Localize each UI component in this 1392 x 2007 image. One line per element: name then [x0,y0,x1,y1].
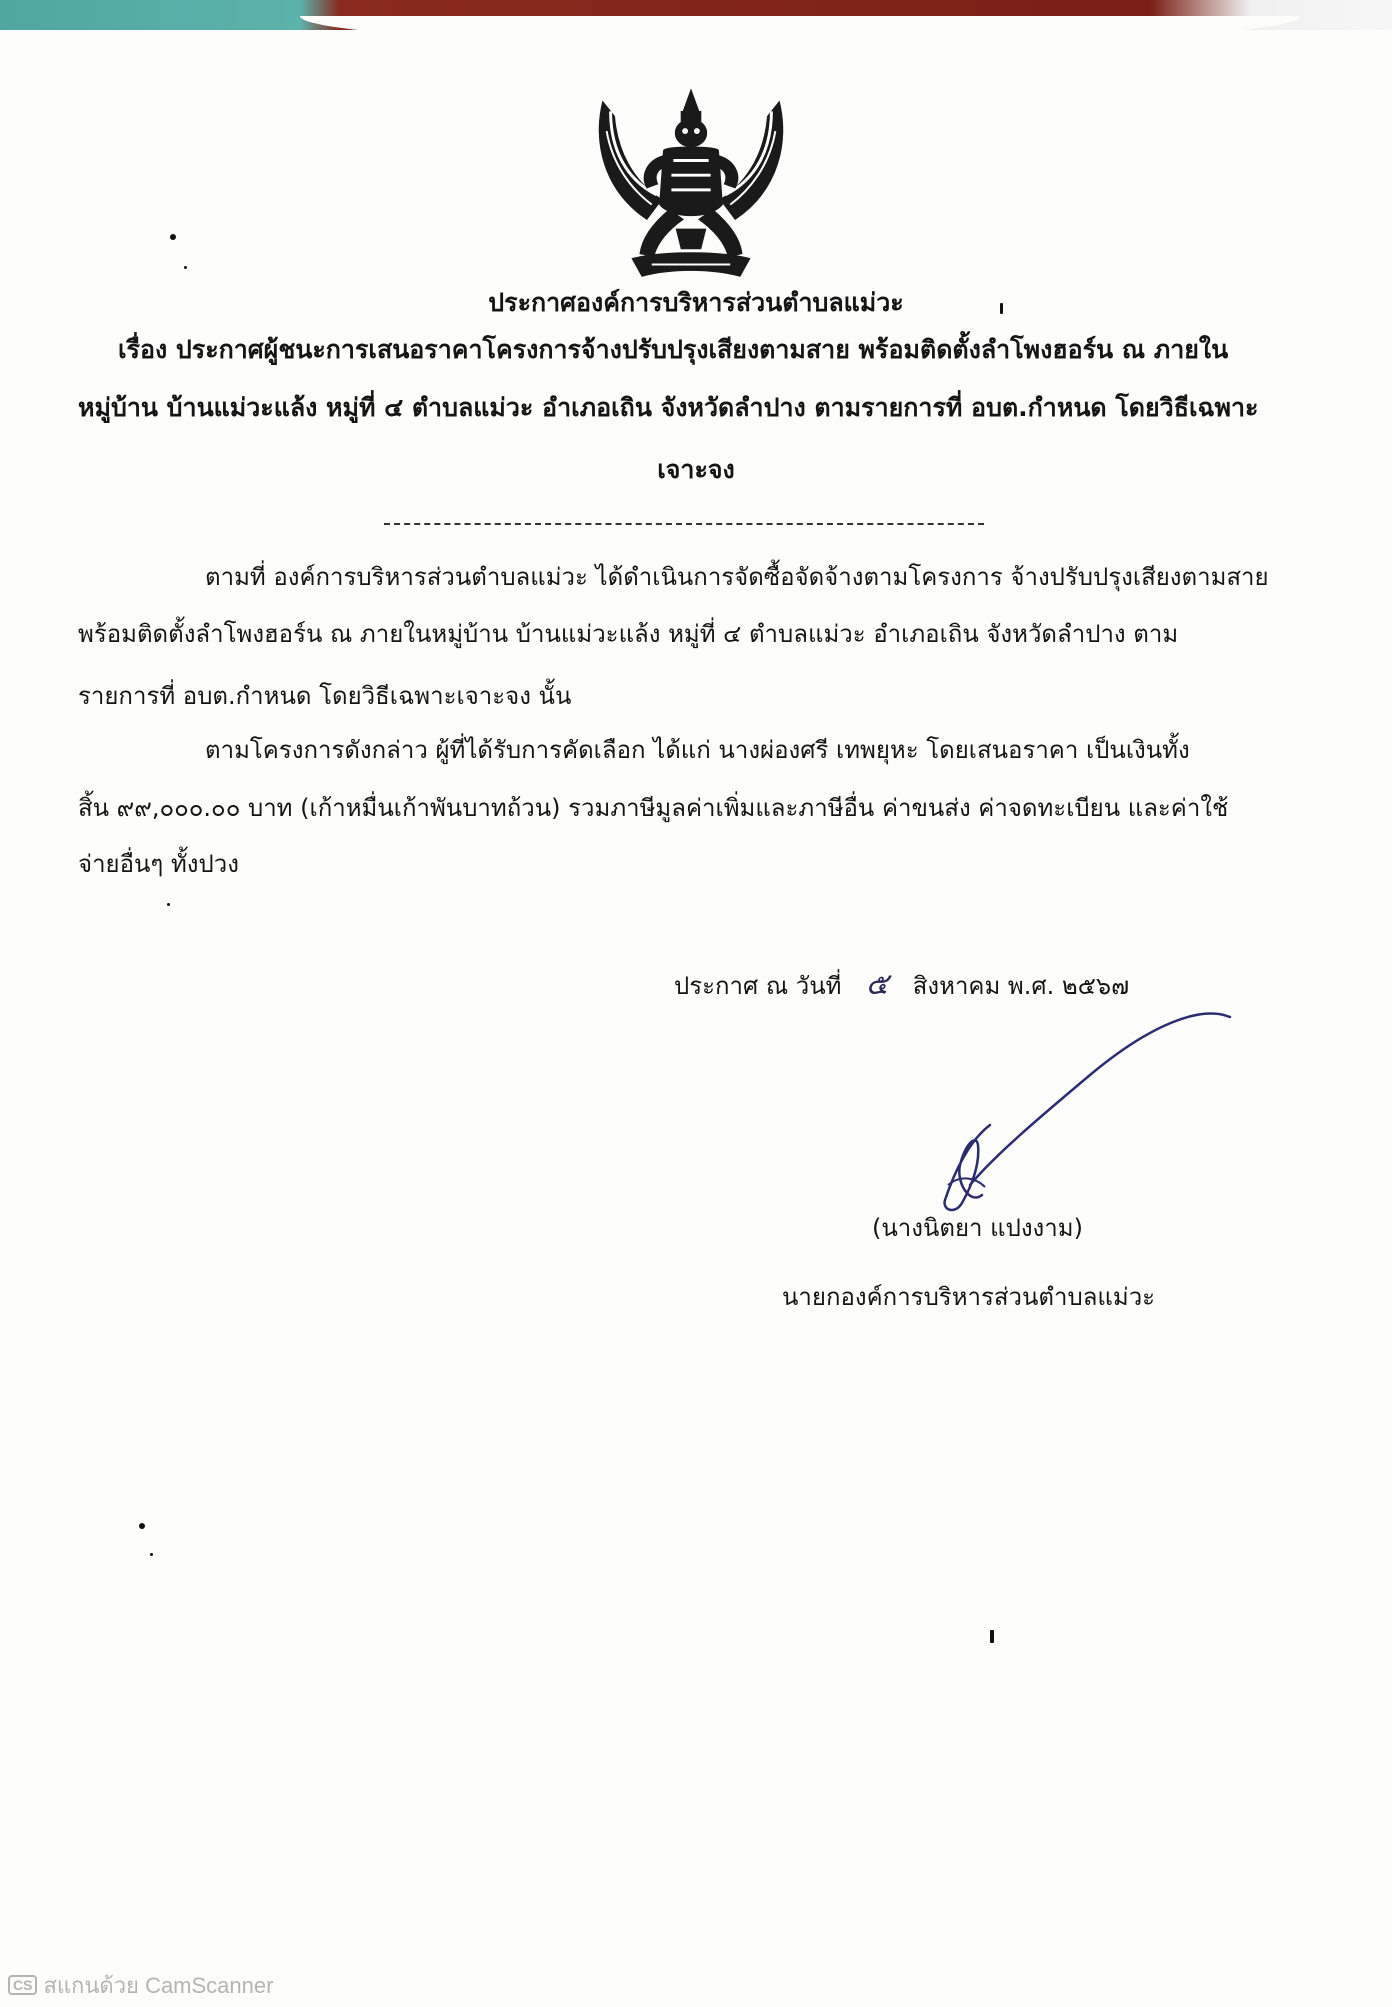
paragraph-2-line-1: ตามโครงการดังกล่าว ผู้ที่ได้รับการคัดเลือก ได้แก่ นางผ่องศรี เทพยุหะ โดยเสนอราคา เป็นเงินทั้ง [205,736,1190,764]
signer-name: (นางนิตยา แปงงาม) [872,1214,1083,1242]
paragraph-1-line-1: ตามที่ องค์การบริหารส่วนตำบลแม่วะ ได้ดำเนินการจัดซื้อจัดจ้างตามโครงการ จ้างปรับปรุงเสียงตามสาย [205,563,1269,591]
scan-speck [184,266,187,269]
scan-speck [150,1553,153,1556]
handwritten-signature [900,1005,1240,1235]
signer-position: นายกองค์การบริหารส่วนตำบลแม่วะ [782,1283,1156,1311]
announcement-title: ประกาศองค์การบริหารส่วนตำบลแม่วะ [488,288,904,317]
scan-speck [1000,303,1003,314]
announcement-date [674,967,1130,1002]
scan-top-edge-curl [300,16,1300,46]
date-prefix: ประกาศ ณ วันที่ [674,972,842,1000]
scan-speck [167,903,170,906]
subject-line-1: เรื่อง ประกาศผู้ชนะการเสนอราคาโครงการจ้างปรับปรุงเสียงตามสาย พร้อมติดตั้งลำโพงฮอร์น ณ ภายใน [118,335,1229,364]
camscanner-logo-icon: CS [8,1975,37,1995]
divider-line [384,523,984,525]
scan-speck [170,234,176,240]
paragraph-2-line-3: จ่ายอื่นๆ ทั้งปวง [78,850,239,878]
paragraph-2-line-2: สิ้น ๙๙,๐๐๐.๐๐ บาท (เก้าหมื่นเก้าพันบาทถ้วน) รวมภาษีมูลค่าเพิ่มและภาษีอื่น ค่าขนส่ง ค่าจดทะเบียน และค่าใช้ [78,794,1229,822]
scan-top-edge [0,0,1392,30]
paragraph-1-line-2: พร้อมติดตั้งลำโพงฮอร์น ณ ภายในหมู่บ้าน บ้านแม่วะแล้ง หมู่ที่ ๔ ตำบลแม่วะ อำเภอเถิน จังหวัดลำปาง ตาม [78,620,1179,648]
camscanner-footer-text: สแกนด้วย CamScanner [43,1973,274,1998]
subject-line-3: เจาะจง [657,455,735,484]
date-month-year: สิงหาคม พ.ศ. ๒๕๖๗ [912,972,1130,1000]
scan-speck [990,1630,994,1643]
date-day-handwritten: ๕ [865,967,889,1002]
scan-speck [139,1523,145,1529]
subject-line-2: หมู่บ้าน บ้านแม่วะแล้ง หมู่ที่ ๔ ตำบลแม่วะ อำเภอเถิน จังหวัดลำปาง ตามรายการที่ อบต.กำหนด โดยวิธีเฉพาะ [78,393,1259,422]
paragraph-1-line-3: รายการที่ อบต.กำหนด โดยวิธีเฉพาะเจาะจง นั้น [78,682,572,710]
garuda-emblem-icon [592,82,790,288]
camscanner-footer [8,1968,273,2003]
